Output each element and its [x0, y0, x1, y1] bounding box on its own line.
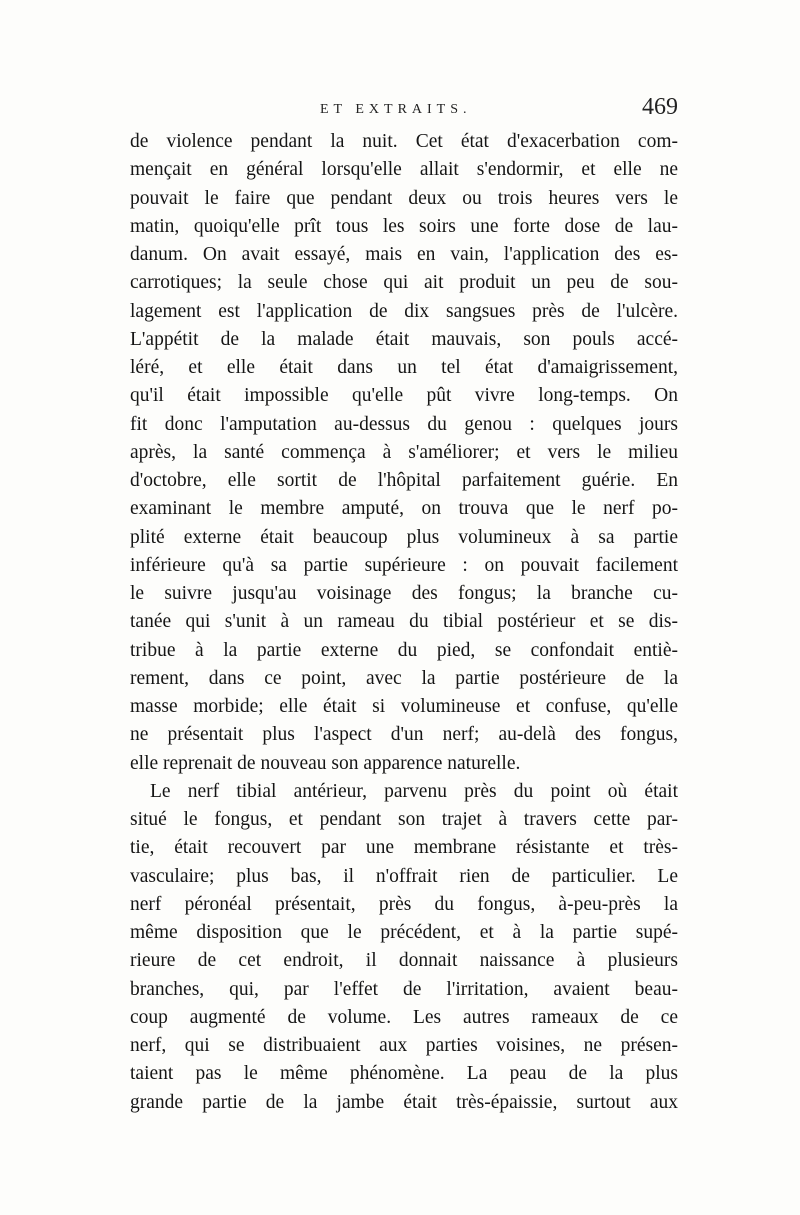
text-line: grande partie de la jambe était très-épaissie, surtout aux [130, 1091, 678, 1113]
text-line: nerf, qui se distribuaient aux parties voisines, ne présen- [130, 1035, 678, 1056]
text-line: lagement est l'application de dix sangsues près de l'ulcère. [130, 300, 678, 322]
text-line: après, la santé commença à s'améliorer; et vers le milieu [130, 441, 678, 463]
text-line: qu'il était impossible qu'elle pût vivre long-temps. On [130, 385, 678, 407]
text-line: le suivre jusqu'au voisinage des fongus; la branche cu- [130, 583, 678, 604]
text-line: vasculaire; plus bas, il n'offrait rien de particulier. Le [130, 865, 678, 887]
text-line: ne présentait plus l'aspect d'un nerf; au-delà des fongus, [130, 724, 678, 746]
body-text [130, 128, 678, 1117]
text-line: inférieure qu'à sa partie supérieure : on pouvait facilement [130, 554, 678, 576]
text-line: L'appétit de la malade était mauvais, son pouls accé- [130, 328, 678, 350]
paragraph-first-line: Le nerf tibial antérieur, parvenu près du point où était [150, 780, 678, 802]
text-line: léré, et elle était dans un tel état d'amaigrissement, [130, 357, 678, 378]
text-line: situé le fongus, et pendant son trajet à travers cette par- [130, 809, 678, 830]
text-line: d'octobre, elle sortit de l'hôpital parfaitement guérie. En [130, 470, 678, 491]
text-line: taient pas le même phénomène. La peau de la plus [130, 1063, 678, 1085]
text-line: pouvait le faire que pendant deux ou trois heures vers le [130, 187, 678, 209]
paragraph-last-line: elle reprenait de nouveau son apparence naturelle. [130, 752, 521, 774]
text-line: de violence pendant la nuit. Cet état d'exacerbation com- [130, 131, 678, 152]
text-line: nerf péronéal présentait, près du fongus, à-peu-près la [130, 893, 678, 915]
running-head [130, 94, 678, 128]
text-line: examinant le membre amputé, on trouva que le nerf po- [130, 498, 678, 520]
text-line: tie, était recouvert par une membrane résistante et très- [130, 837, 678, 859]
text-line: rement, dans ce point, avec la partie postérieure de la [130, 667, 678, 689]
text-line: tanée qui s'unit à un rameau du tibial postérieur et se dis- [130, 611, 678, 633]
text-line: branches, qui, par l'effet de l'irritation, avaient beau- [130, 978, 678, 1000]
text-line: tribue à la partie externe du pied, se confondait entiè- [130, 639, 678, 661]
page-number: 469 [642, 94, 678, 120]
text-line: plité externe était beaucoup plus volumineux à sa partie [130, 526, 678, 548]
text-line: coup augmenté de volume. Les autres rameaux de ce [130, 1006, 678, 1028]
text-line: mençait en général lorsqu'elle allait s'endormir, et elle ne [130, 159, 678, 181]
text-line: carrotiques; la seule chose qui ait produit un peu de sou- [130, 272, 678, 294]
text-line: matin, quoiqu'elle prît tous les soirs une forte dose de lau- [130, 215, 678, 237]
text-line: fit donc l'amputation au-dessus du genou : quelques jours [130, 413, 678, 435]
text-line: rieure de cet endroit, il donnait naissance à plusieurs [130, 950, 678, 972]
text-line: danum. On avait essayé, mais en vain, l'application des es- [130, 244, 678, 265]
text-line: même disposition que le précédent, et à la partie supé- [130, 922, 678, 943]
text-line: masse morbide; elle était si volumineuse et confuse, qu'elle [130, 696, 678, 717]
running-title: ET EXTRAITS. [320, 102, 472, 117]
